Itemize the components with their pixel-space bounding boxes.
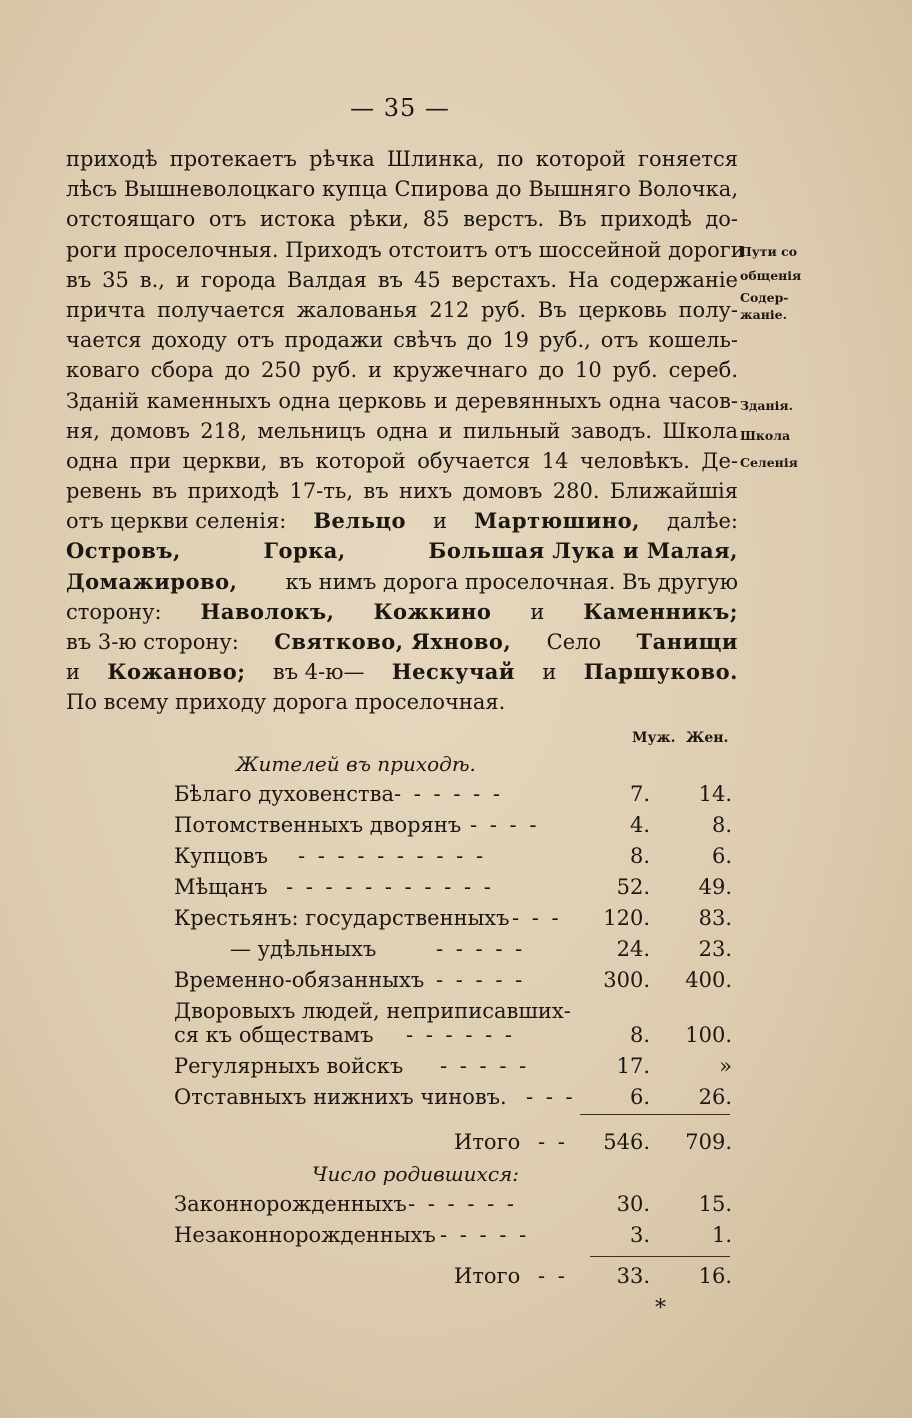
line-text: ревень въ приходѣ 17-ть, въ нихъ домовъ 280. Ближайшія <box>66 479 738 504</box>
leader-dots: - - - <box>512 906 562 930</box>
text-line <box>66 446 738 476</box>
row-label: Временно-обязанныхъ <box>174 968 425 992</box>
table-row <box>174 1223 744 1253</box>
text-line <box>66 386 738 416</box>
female-count: 1. <box>711 1223 732 1247</box>
line-text: и <box>433 509 448 534</box>
line-text: роги проселочныя. Приходъ отстоитъ отъ шоссейной дороги <box>66 237 745 262</box>
total-row <box>174 1264 744 1294</box>
row-label: Дворовыхъ людей, неприписавших- <box>174 999 571 1023</box>
row-label: Регулярныхъ войскъ <box>174 1054 404 1078</box>
table-row <box>174 1192 744 1222</box>
male-count: 24. <box>616 937 650 961</box>
column-header-male: Муж. <box>632 730 676 746</box>
male-count: 30. <box>616 1192 650 1216</box>
margin-note-upkeep-cont: жаніе. <box>740 307 787 322</box>
line-text: въ 4-ю— <box>272 660 365 685</box>
row-label: Купцовъ <box>174 844 268 868</box>
female-count: » <box>719 1054 732 1078</box>
village-name: Мартюшино, <box>474 508 640 534</box>
line-text: По всему приходу дорога проселочная. <box>66 690 506 715</box>
female-count: 6. <box>711 844 732 868</box>
text-line <box>66 204 738 234</box>
text-line <box>66 265 738 295</box>
table-row <box>174 906 744 936</box>
total-male: 33. <box>616 1264 650 1288</box>
male-count: 7. <box>629 782 650 806</box>
text-line <box>66 506 738 536</box>
leader-dots: - - - - - <box>436 968 526 992</box>
sum-rule <box>580 1114 730 1115</box>
row-label: Бѣлаго духовенства <box>174 782 395 806</box>
text-line <box>66 355 738 385</box>
male-count: 8. <box>629 1023 650 1047</box>
row-label: Потомственныхъ дворянъ <box>174 813 462 837</box>
village-name: Домажирово, <box>66 568 238 594</box>
village-name: Паршуково. <box>583 659 738 685</box>
female-count: 100. <box>685 1023 732 1047</box>
table-row <box>174 1023 744 1053</box>
line-text: сторону: <box>66 599 162 624</box>
section-title-residents: Жителей въ приходѣ. <box>236 752 476 776</box>
text-line <box>66 657 738 687</box>
table-row <box>174 1085 744 1115</box>
text-line <box>66 325 738 355</box>
page-number: — 35 — <box>350 94 450 122</box>
paragraph <box>66 144 745 718</box>
line-text: къ нимъ дорога проселочная. Въ другую <box>285 569 738 594</box>
line-text: и <box>542 660 557 685</box>
row-label: Незаконнорожденныхъ <box>174 1223 436 1247</box>
text-line <box>66 687 738 717</box>
male-count: 6. <box>629 1085 650 1109</box>
line-text: лѣсъ Вышневолоцкаго купца Спирова до Вышняго Волочка, <box>66 177 738 202</box>
total-row <box>174 1130 744 1160</box>
row-label: Отставныхъ нижнихъ чиновъ. <box>174 1085 507 1109</box>
leader-dots: - - - - - - <box>406 1023 515 1047</box>
male-count: 120. <box>603 906 650 930</box>
table-row <box>174 1054 744 1084</box>
leader-dots: - - - - - - <box>408 1192 517 1216</box>
line-text: одна при церкви, въ которой обучается 14 человѣкъ. Де- <box>66 448 738 473</box>
male-count: 3. <box>629 1223 650 1247</box>
line-text: коваго сбора до 250 руб. и кружечнаго до 10 руб. сереб. <box>66 358 738 383</box>
line-text: и <box>530 599 545 624</box>
line-text: приходѣ протекаетъ рѣчка Шлинка, по которой гоняется <box>66 147 738 171</box>
village-name: Наволокъ, <box>200 598 335 624</box>
leader-dots: - - - - <box>470 813 540 837</box>
text-line <box>66 295 738 325</box>
line-text: далѣе: <box>666 509 738 534</box>
text-line <box>66 597 738 627</box>
village-name: Островъ, <box>66 538 181 564</box>
male-count: 52. <box>616 875 650 899</box>
text-line <box>66 567 738 597</box>
village-name: Каменникъ; <box>583 598 738 624</box>
line-text: причта получается жалованья 212 руб. Въ церковь полу- <box>66 297 738 322</box>
leader-dots: - - - - - - - - - - <box>298 844 487 868</box>
margin-note-buildings: Зданія. <box>740 398 793 413</box>
total-female: 709. <box>685 1130 732 1154</box>
margin-note-roads: Пути со <box>740 244 798 259</box>
female-count: 15. <box>698 1192 732 1216</box>
line-text: ня, домовъ 218, мельницъ одна и пильный заводъ. Школа <box>66 418 738 443</box>
total-female: 16. <box>698 1264 732 1288</box>
village-name: Танищи <box>636 629 738 654</box>
male-count: 17. <box>616 1054 650 1078</box>
table-row <box>174 937 744 967</box>
text-line <box>66 174 738 204</box>
line-text: чается доходу отъ продажи свѣчъ до 19 руб., отъ кошель- <box>66 328 738 353</box>
margin-note-villages: Селенія <box>740 455 798 470</box>
village-name: Горка, <box>263 538 346 564</box>
village-name: Кожаново; <box>107 659 246 685</box>
male-count: 4. <box>629 813 650 837</box>
line-text: и <box>66 660 80 685</box>
leader-dots: - - - - - <box>440 1054 530 1078</box>
leader-dots: - - <box>538 1130 568 1154</box>
sum-rule <box>590 1256 730 1257</box>
leader-dots: - - <box>538 1264 568 1288</box>
row-label: Крестьянъ: государственныхъ <box>174 906 510 930</box>
female-count: 26. <box>698 1085 732 1109</box>
row-label: Законнорожденныхъ <box>174 1192 407 1216</box>
row-label: — удѣльныхъ <box>230 937 377 961</box>
village-name: Святково, Яхново, <box>274 629 512 654</box>
leader-dots: - - - - - <box>440 1223 530 1247</box>
female-count: 83. <box>698 906 732 930</box>
male-count: 8. <box>629 844 650 868</box>
village-name: Кожкино <box>373 598 492 624</box>
table-row <box>174 813 744 843</box>
village-name: Нескучай <box>391 659 515 685</box>
leader-dots: - - - <box>526 1085 576 1109</box>
text-line <box>66 416 738 446</box>
female-count: 14. <box>698 782 732 806</box>
total-male: 546. <box>603 1130 650 1154</box>
table-row <box>174 844 744 874</box>
column-header-female: Жен. <box>686 730 729 746</box>
text-line <box>66 476 738 506</box>
row-label: ся къ обществамъ <box>174 1023 374 1047</box>
line-text: отстоящаго отъ истока рѣки, 85 верстъ. Въ приходѣ до- <box>66 207 738 232</box>
female-count: 400. <box>685 968 732 992</box>
text-line <box>66 627 738 657</box>
margin-note-upkeep: Содер- <box>740 290 789 305</box>
line-text: отъ церкви селенія: <box>66 509 287 534</box>
leader-dots: - - - - - - <box>394 782 503 806</box>
text-line <box>66 144 738 174</box>
line-text: въ 35 в., и города Валдая въ 45 верстахъ. На содержаніе <box>66 267 738 292</box>
leader-dots: - - - - - - - - - - - <box>286 875 494 899</box>
female-count: 49. <box>698 875 732 899</box>
total-label: Итого <box>454 1264 521 1288</box>
village-name: Вельцо <box>313 508 407 534</box>
table-row <box>174 968 744 998</box>
line-text: Село <box>546 630 602 654</box>
margin-note-school: Школа <box>740 428 791 443</box>
female-count: 8. <box>711 813 732 837</box>
male-count: 300. <box>603 968 650 992</box>
table-row <box>174 782 744 812</box>
margin-note-roads-cont: общенія <box>740 268 802 283</box>
section-title-births: Число родившихся: <box>312 1162 520 1186</box>
table-row <box>174 875 744 905</box>
text-line <box>66 536 738 566</box>
leader-dots: - - - - - <box>436 937 526 961</box>
line-text: въ 3-ю сторону: <box>66 630 239 654</box>
signature-mark: * <box>655 1296 666 1321</box>
female-count: 23. <box>698 937 732 961</box>
row-label: Мѣщанъ <box>174 875 268 899</box>
text-line <box>66 235 745 265</box>
village-name: Большая Лука и Малая, <box>428 538 738 564</box>
total-label: Итого <box>454 1130 521 1154</box>
line-text: Зданій каменныхъ одна церковь и деревянныхъ одна часов- <box>66 388 738 413</box>
